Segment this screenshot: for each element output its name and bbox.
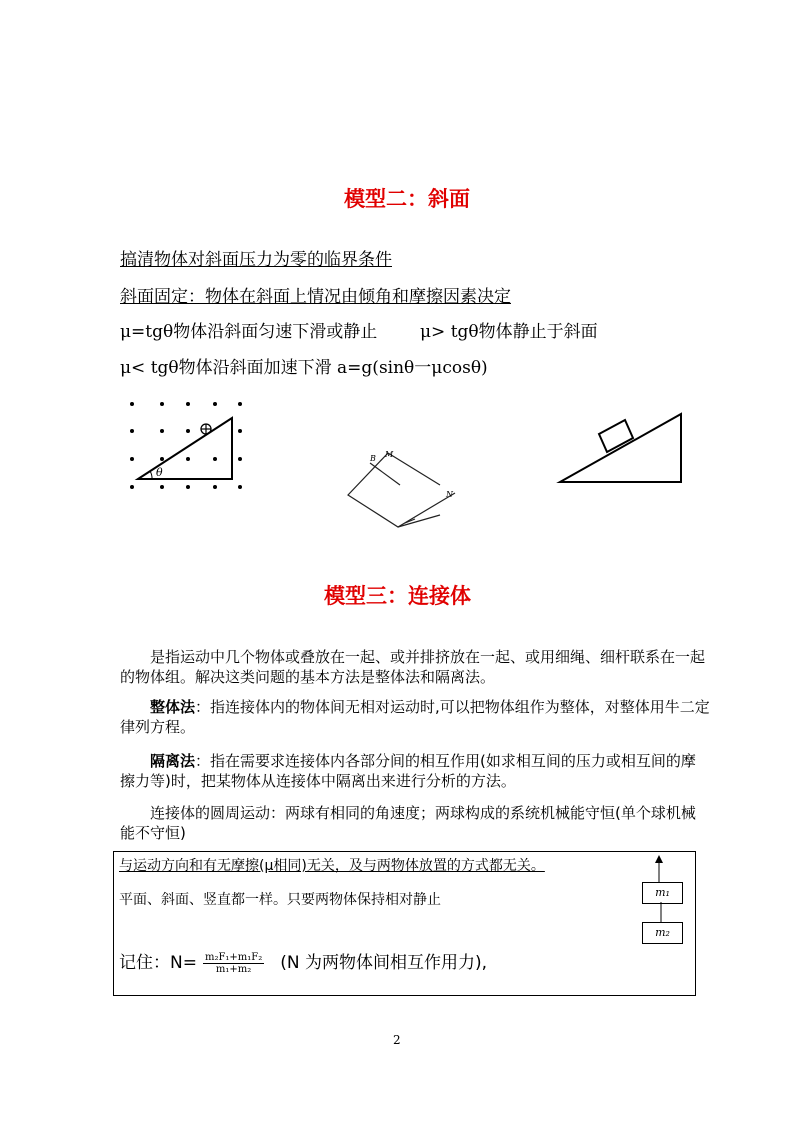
note-box bbox=[113, 851, 696, 996]
section3-p2 bbox=[120, 697, 710, 737]
section2-line4: μ< tgθ物体沿斜面加速下滑 a=g(sinθ一μcosθ) bbox=[120, 358, 488, 378]
fraction-numerator: m₂F₁+m₁F₂ bbox=[204, 951, 263, 963]
formula-note: (N 为两物体间相互作用力), bbox=[280, 953, 488, 973]
p3-text: ：指在需要求连接体内各部分间的相互作用(如求相互间的压力或相互间的摩擦力等)时，把某物体从连接体中隔离出来进行分析的方法。 bbox=[120, 752, 696, 790]
box-formula-line bbox=[119, 948, 487, 975]
fig1-angle-label: θ bbox=[156, 466, 163, 479]
mass-m2-box: m₂ bbox=[642, 922, 683, 944]
fig2-label-n: N bbox=[446, 490, 453, 499]
box-line2: 平面、斜面、竖直都一样。只要两物体保持相对静止 bbox=[119, 892, 441, 908]
p3-term: 隔离法 bbox=[150, 752, 196, 770]
mass-m1-box: m₁ bbox=[642, 882, 683, 904]
up-arrow-icon bbox=[649, 854, 669, 884]
remember-label: 记住：N= bbox=[119, 953, 197, 973]
section2-line2: 斜面固定：物体在斜面上情况由倾角和摩擦因素决定 bbox=[120, 287, 511, 307]
p2-text: ：指连接体内的物体间无相对运动时,可以把物体组作为整体，对整体用牛二定律列方程。 bbox=[120, 698, 710, 736]
section3-title: 模型三：连接体 bbox=[324, 583, 471, 608]
section2-line3b: μ> tgθ物体静止于斜面 bbox=[420, 322, 598, 342]
section3-p3 bbox=[120, 751, 710, 791]
page-number: 2 bbox=[393, 1033, 401, 1047]
fig2-label-m: M bbox=[385, 450, 394, 459]
section2-title: 模型二：斜面 bbox=[344, 186, 470, 211]
section2-line3a: μ=tgθ物体沿斜面匀速下滑或静止 bbox=[120, 322, 378, 342]
fig2-label-b: B bbox=[370, 454, 376, 463]
fraction-denominator: m₁+m₂ bbox=[215, 963, 252, 975]
section3-p4: 连接体的圆周运动：两球有相同的角速度；两球构成的系统机械能守恒(单个球机械能不守恒) bbox=[120, 804, 696, 842]
formula-fraction bbox=[203, 952, 264, 975]
section3-p1: 是指运动中几个物体或叠放在一起、或并排挤放在一起、或用细绳、细杆联系在一起的物体组。解决这类问题的基本方法是整体法和隔离法。 bbox=[120, 648, 706, 686]
section2-line1: 搞清物体对斜面压力为零的临界条件 bbox=[120, 250, 392, 270]
figure-inclined-rails bbox=[340, 445, 460, 535]
figure-incline-magnetic bbox=[120, 392, 250, 497]
figure-block-on-incline bbox=[555, 408, 685, 486]
connector-line bbox=[659, 902, 663, 922]
p2-term: 整体法 bbox=[150, 698, 196, 716]
box-line1: 与运动方向和有无摩擦(μ相同)无关，及与两物体放置的方式都无关。 bbox=[119, 858, 545, 874]
